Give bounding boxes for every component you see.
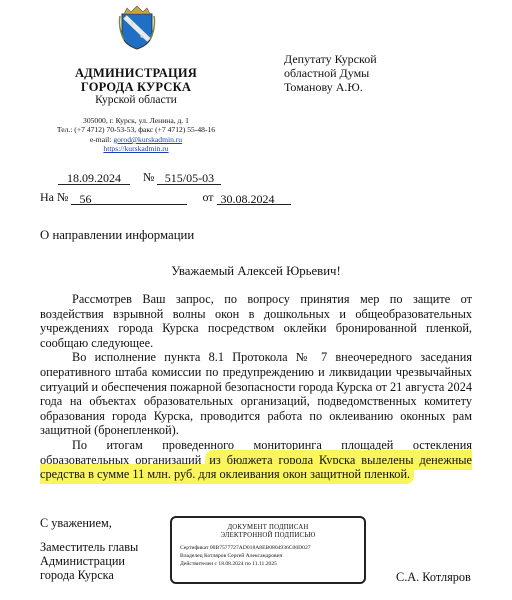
signatory-line2: Администрации — [40, 554, 125, 568]
address-line: 305000, г. Курск, ул. Ленина, д. 1 — [83, 116, 189, 125]
signatory-line3: города Курска — [40, 568, 114, 582]
number-sign: № — [143, 170, 155, 184]
reference-line — [40, 190, 291, 205]
letter-body — [40, 292, 472, 482]
body-paragraph-3-start: По итогам проведенного мониторинга площадей остекления образовательных организаций — [40, 437, 472, 467]
subject-line: О направлении информации — [40, 228, 195, 242]
email-link[interactable]: gorod@kurskadmin.ru — [113, 134, 183, 144]
stamp-certificate: Сертификат 00B7577727AD018A8EB0804936C00D027 — [180, 545, 311, 551]
reference-date: 30.08.2024 — [217, 192, 291, 205]
body-paragraph-3 — [40, 438, 472, 482]
registration-number: 515/05-03 — [157, 171, 221, 185]
website-link[interactable]: https://kurskadmin.ru — [103, 144, 169, 154]
email-line — [30, 135, 242, 144]
stamp-title-line2: ЭЛЕКТРОННОЙ ПОДПИСЬЮ — [220, 532, 316, 539]
closing: С уважением, — [40, 516, 112, 530]
highlighted-text: из бюджета города Курска выделены денежные средства в сумме 11 млн. руб. для оклеивания окон защитной пленкой. — [40, 452, 473, 482]
stamp-validity: Действителен с 18.08.2024 по 11.11.2025 — [180, 561, 277, 567]
reference-number: 56 — [71, 192, 187, 205]
region-label: Курской области — [95, 94, 177, 106]
signer-name: С.А. Котляров — [396, 570, 471, 584]
contact-block — [30, 116, 242, 154]
from-label: от — [202, 190, 214, 204]
email-label: e-mail: — [89, 134, 112, 144]
org-name-line2: ГОРОДА КУРСКА — [80, 80, 192, 94]
signatory-title — [40, 540, 138, 582]
phone-line: Тел.: (+7 4712) 70-53-53, факс (+7 4712) 55-48-16 — [56, 125, 216, 135]
recipient-block — [284, 52, 494, 94]
organization-name — [36, 66, 236, 94]
signatory-line1: Заместитель главы — [40, 540, 139, 554]
registration-date: 18.09.2024 — [58, 171, 130, 185]
stamp-owner: Владелец Котляров Сергей Александрович — [180, 553, 283, 559]
body-paragraph-2: Во исполнение пункта 8.1 Протокола № 7 внеочередного заседания оперативного штаба комиссии по предупреждению и ликвидации чрезвычайных ситуаций и обеспечения пожарной безопасности города Курска от 21 августа 2024 года на объектах образовательных организаций, подведомственных комитету образования города Курска, проводится работа по оклеиванию оконных рам защитной (бронепленкой). — [40, 350, 472, 438]
reference-label: На № — [40, 190, 69, 204]
kursk-coat-of-arms-icon — [118, 6, 156, 50]
recipient-line1: Депутату Курской — [284, 52, 377, 66]
org-name-line1: АДМИНИСТРАЦИЯ — [74, 66, 198, 80]
recipient-line3: Томанову А.Ю. — [284, 80, 363, 94]
body-paragraph-1: Рассмотрев Ваш запрос, по вопросу принятия мер по защите от воздействия взрывной волны окон в дошкольных и общеобразовательных учреждениях города Курска посредством оклейки бронированной пленкой, сообщаю следующее. — [40, 292, 472, 350]
electronic-signature-stamp — [170, 516, 366, 584]
registration-date-line — [58, 170, 221, 185]
greeting: Уважаемый Алексей Юрьевич! — [171, 264, 341, 278]
recipient-line2: областной Думы — [284, 66, 370, 80]
stamp-title-line1: ДОКУМЕНТ ПОДПИСАН — [227, 524, 309, 531]
